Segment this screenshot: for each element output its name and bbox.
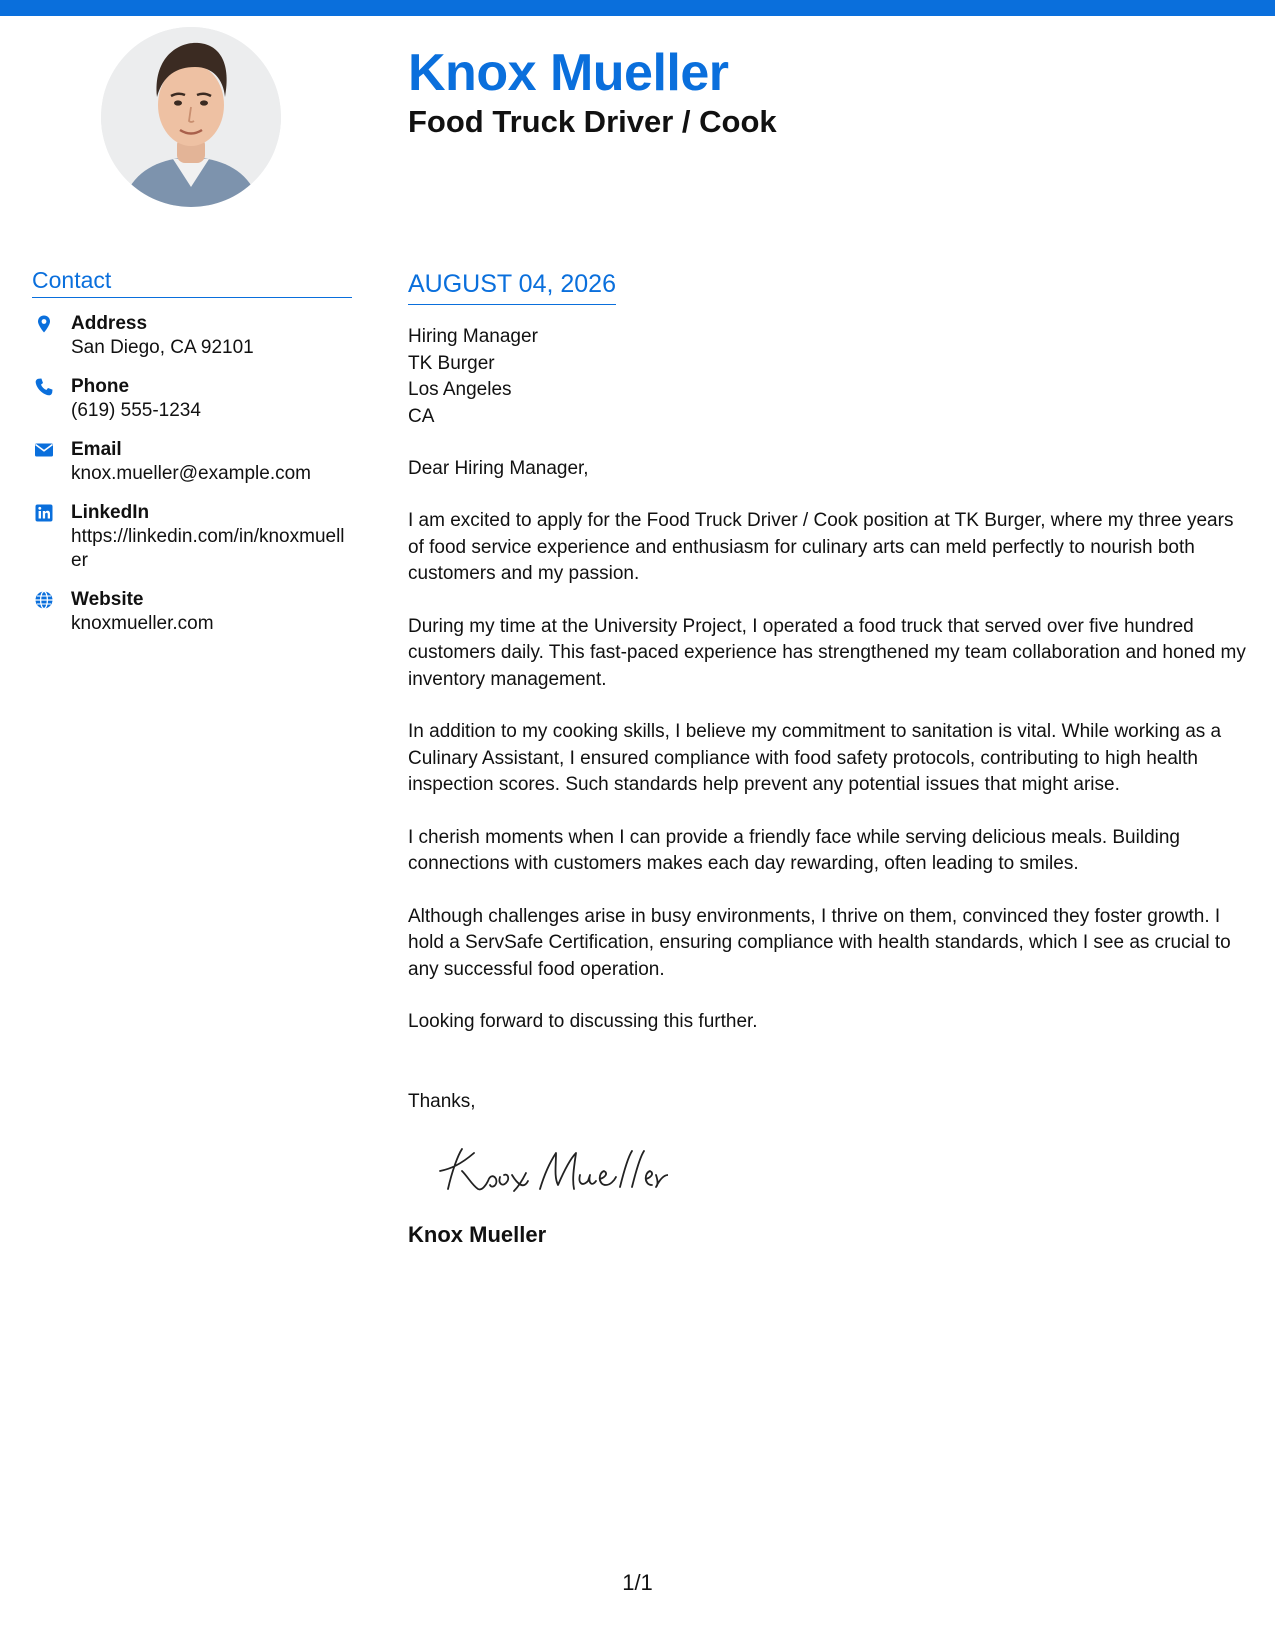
signer-name: Knox Mueller <box>408 1221 547 1247</box>
phone-value[interactable]: (619) 555-1234 <box>71 400 201 421</box>
applicant-name: Knox Mueller <box>408 44 729 102</box>
email-value[interactable]: knox.mueller@example.com <box>71 463 311 484</box>
globe-icon <box>34 590 54 610</box>
contact-label: Address <box>71 313 148 334</box>
recipient-line: Los Angeles <box>408 379 512 400</box>
linkedin-value[interactable]: https://linkedin.com/in/knoxmueller <box>71 526 345 571</box>
location-pin-icon <box>34 314 54 334</box>
avatar <box>101 27 281 207</box>
closing: Thanks, <box>408 1090 476 1112</box>
letter-paragraph: Although challenges arise in busy environments, I thrive on them, convinced they foster growth. I hold a ServSafe Certification, ensuring compliance with health standards, which I see as crucial to any successful food operation. <box>408 905 1231 980</box>
letter-paragraph: During my time at the University Project, I operated a food truck that served over five hundred customers daily. This fast-paced experience has strengthened my team collaboration and honed my inventory management. <box>408 615 1246 690</box>
contact-linkedin <box>32 501 352 573</box>
contact-website <box>32 588 352 636</box>
letter-paragraph: I cherish moments when I can provide a friendly face while serving delicious meals. Building connections with customers makes each day rewarding, often leading to smiles. <box>408 826 1180 874</box>
recipient-line: CA <box>408 405 435 427</box>
contact-label: LinkedIn <box>71 502 150 523</box>
contact-label: Email <box>71 439 122 460</box>
top-accent-bar <box>0 0 1275 16</box>
contact-email <box>32 438 352 486</box>
contact-phone <box>32 375 352 423</box>
contact-sidebar <box>32 266 352 636</box>
letter-paragraph: In addition to my cooking skills, I believe my commitment to sanitation is vital. While working as a Culinary Assistant, I ensured compliance with food safety protocols, contributing to high health inspection scores. Such standards help prevent any potential issues that might arise. <box>408 721 1222 795</box>
website-value[interactable]: knoxmueller.com <box>71 613 214 634</box>
contact-label: Website <box>71 589 144 610</box>
recipient-line: Hiring Manager <box>408 326 538 347</box>
contact-heading: Contact <box>32 266 352 298</box>
letter-paragraph: Looking forward to discussing this further. <box>408 1011 758 1032</box>
letter-paragraph: I am excited to apply for the Food Truck Driver / Cook position at TK Burger, where my three years of food service experience and enthusiasm for culinary arts can meld perfectly to nourish both customers and my passion. <box>408 510 1234 584</box>
job-title: Food Truck Driver / Cook <box>408 104 777 139</box>
letter-date: AUGUST 04, 2026 <box>408 268 616 305</box>
salutation: Dear Hiring Manager, <box>408 458 589 479</box>
letter-body <box>408 268 1248 1249</box>
page-number: 1/1 <box>622 1570 653 1595</box>
contact-address <box>32 312 352 360</box>
contact-label: Phone <box>71 376 130 397</box>
linkedin-icon <box>34 503 54 523</box>
handwritten-signature <box>428 1141 1248 1201</box>
email-icon <box>34 440 54 460</box>
address-value: San Diego, CA 92101 <box>71 337 254 358</box>
phone-icon <box>34 377 54 397</box>
recipient-block <box>408 324 1248 430</box>
recipient-line: TK Burger <box>408 352 495 374</box>
